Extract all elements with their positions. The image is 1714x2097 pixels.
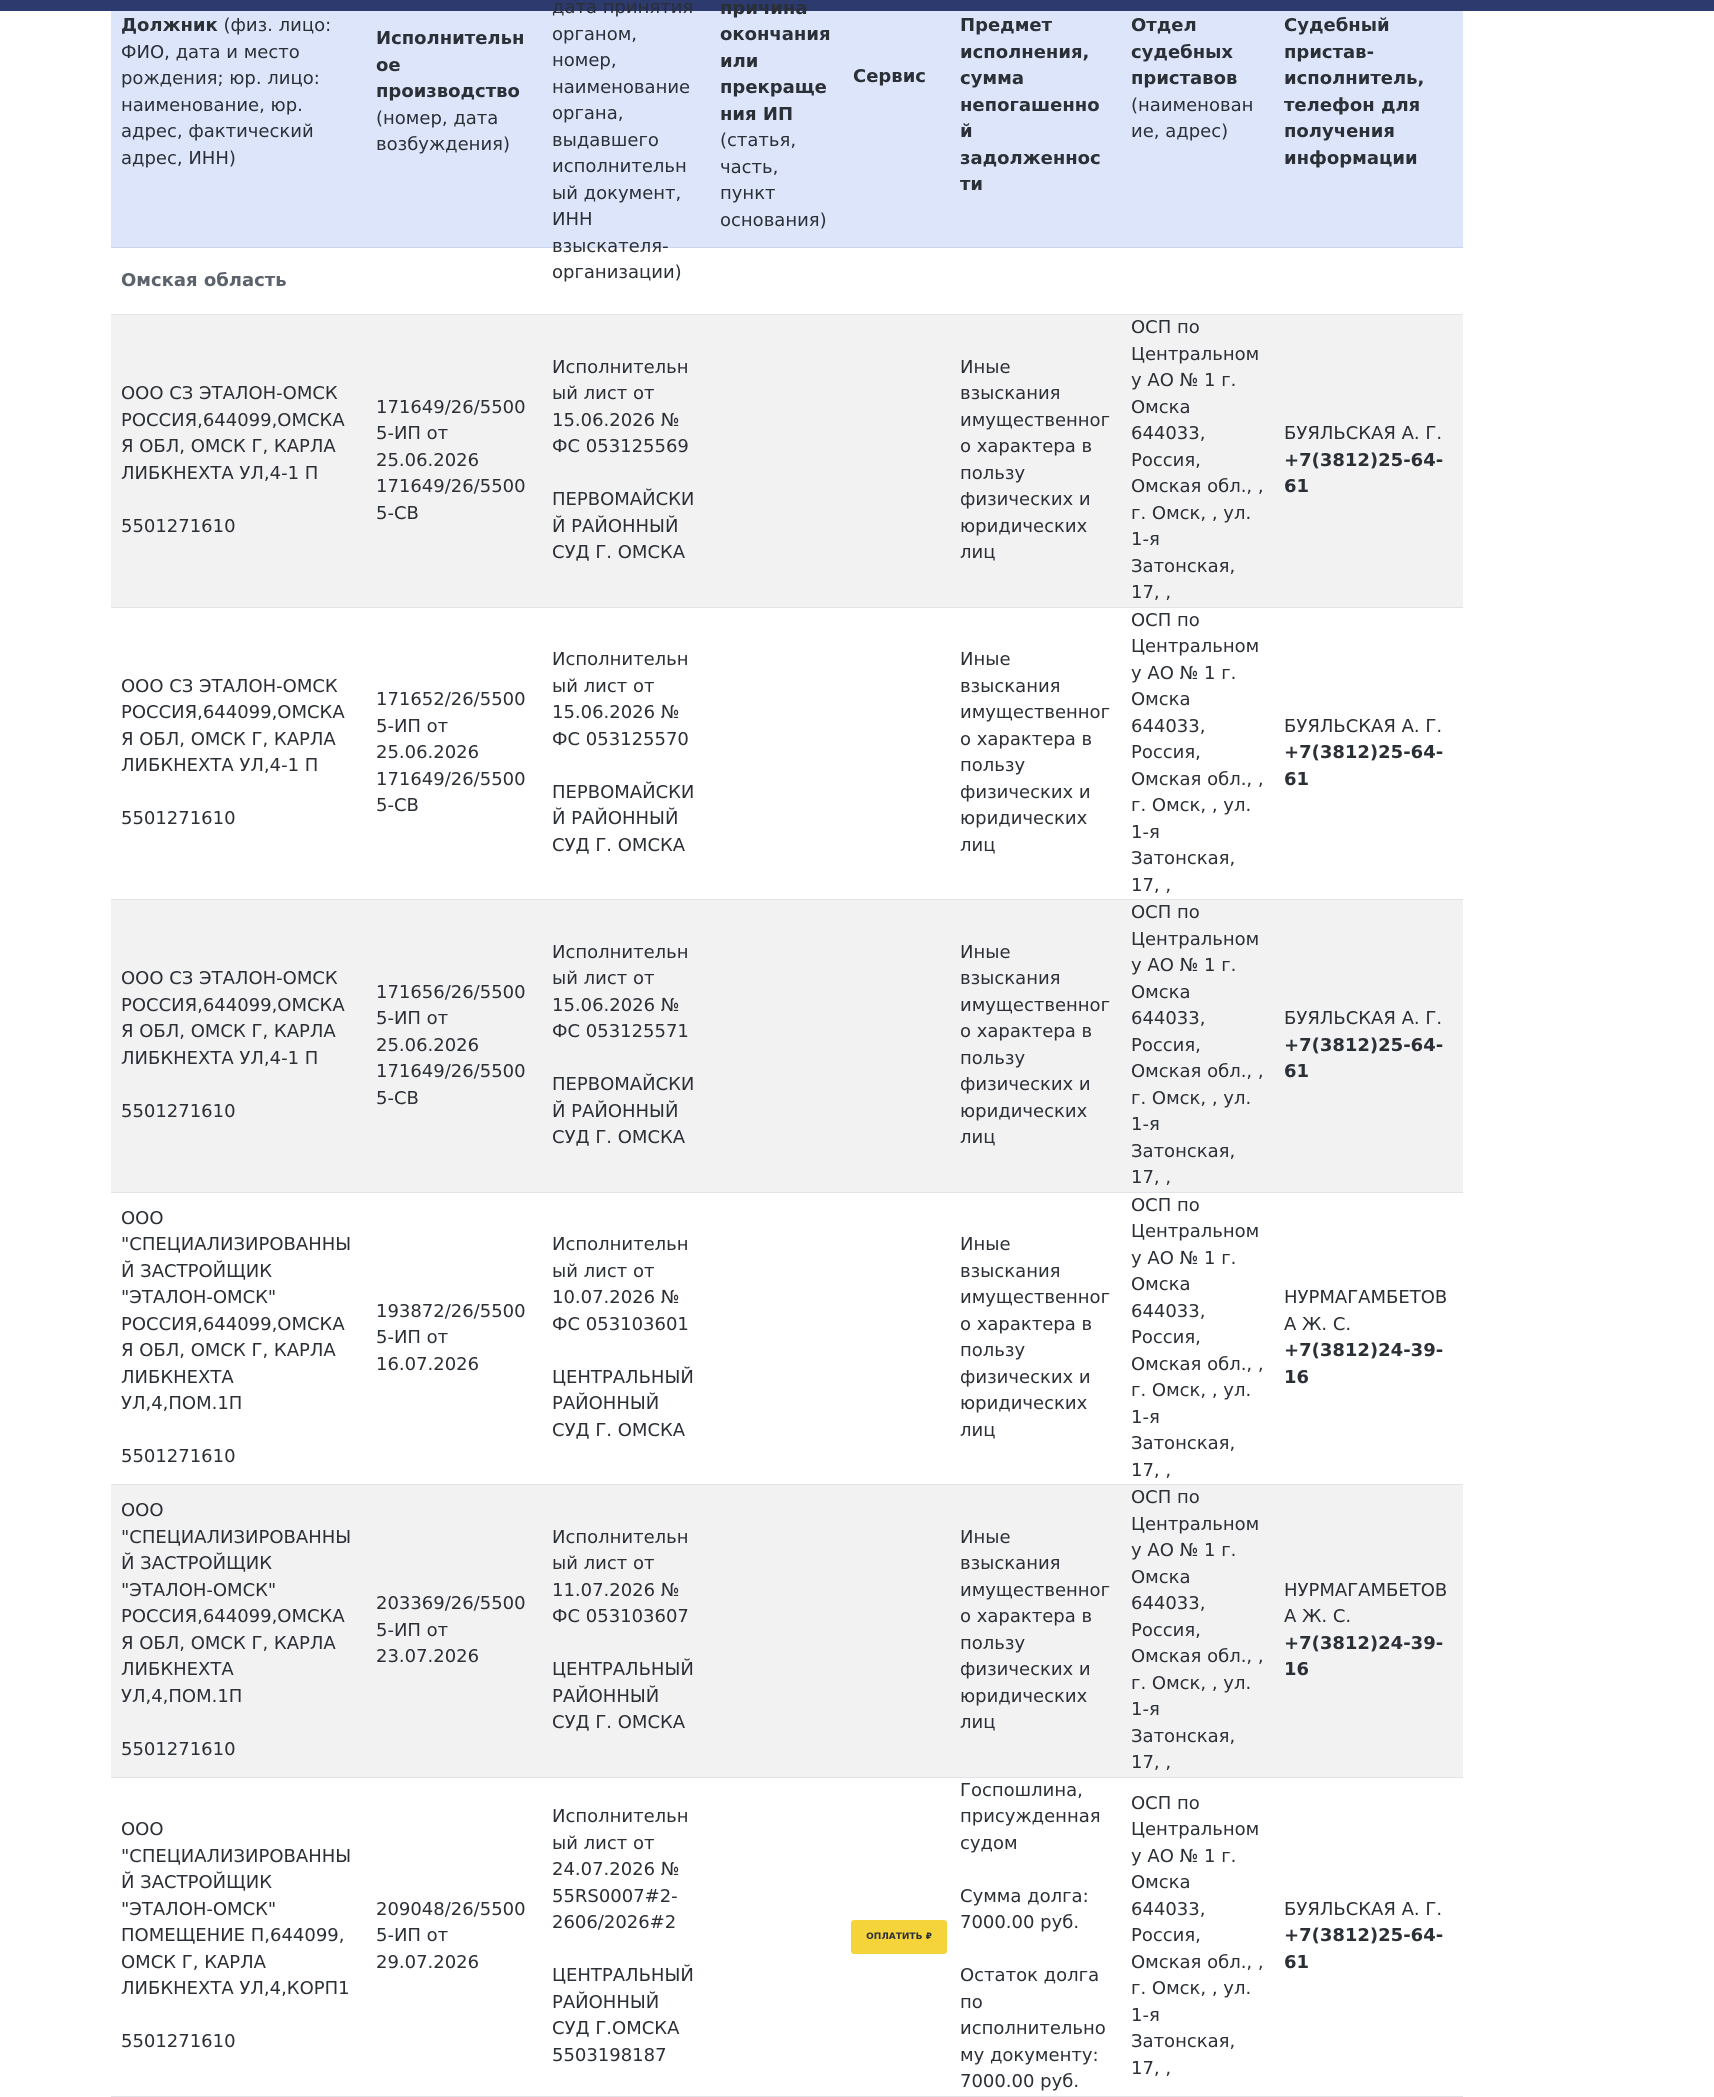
header-end-reason-note: (статья, часть, пункт основания) [720,130,827,231]
header-end-reason-title: причина окончания или прекращения ИП [720,0,831,125]
department-cell: ОСП по Центральному АО № 1 г. Омска 644033, Россия, Омская обл., , г. Омск, , ул. 1-я Затонская, 17, , [1121,1485,1274,1778]
header-department-note: (наименование, адрес) [1131,94,1254,142]
issuing-court: ЦЕНТРАЛЬНЫЙ РАЙОННЫЙ СУД Г. ОМСКА [552,1659,694,1734]
bailiff-cell [1274,607,1463,900]
bailiff-name: НУРМАГАМБЕТОВА Ж. С. [1284,1287,1448,1335]
document-cell [542,607,710,900]
debtor-cell [111,315,366,608]
document-number: Исполнительный лист от 15.06.2026 № ФС 053125570 [552,649,689,750]
header-bailiff [1274,11,1463,248]
debt-remaining: Остаток долга по исполнительному документу: 7000.00 руб. [960,1965,1106,2092]
bailiff-name: БУЯЛЬСКАЯ А. Г. [1284,1008,1443,1029]
proceeding-cell: 203369/26/55005-ИП от 23.07.2026 [366,1485,542,1778]
header-proceeding [366,11,542,248]
service-cell [843,315,950,608]
debtor-name: ООО СЗ ЭТАЛОН-ОМСК РОССИЯ,644099,ОМСКАЯ ОБЛ, ОМСК Г, КАРЛА ЛИБКНЕХТА УЛ,4-1 П [121,675,345,777]
bailiff-phone[interactable]: +7(3812)25-64-61 [1284,1034,1444,1082]
subject-text: Госпошлина, присужденная судом [960,1779,1101,1854]
document-number: Исполнительный лист от 10.07.2026 № ФС 053103601 [552,1234,689,1335]
issuing-court: ЦЕНТРАЛЬНЫЙ РАЙОННЫЙ СУД Г. ОМСКА [552,1366,694,1441]
end-reason-cell [710,607,843,900]
proceeding-cell: 171652/26/55005-ИП от 25.06.2026 171649/26/55005-СВ [366,607,542,900]
proceeding-cell: 209048/26/55005-ИП от 29.07.2026 [366,1777,542,2096]
debtor-name: ООО "СПЕЦИАЛИЗИРОВАННЫЙ ЗАСТРОЙЩИК "ЭТАЛОН-ОМСК" РОССИЯ,644099,ОМСКАЯ ОБЛ, ОМСК Г, КАРЛА ЛИБКНЕХТА УЛ,4,ПОМ.1П [121,1500,352,1707]
department-cell: ОСП по Центральному АО № 1 г. Омска 644033, Россия, Омская обл., , г. Омск, , ул. 1-я Затонская, 17, , [1121,315,1274,608]
debtor-inn: 5501271610 [121,1738,236,1760]
debtor-name: ООО "СПЕЦИАЛИЗИРОВАННЫЙ ЗАСТРОЙЩИК "ЭТАЛОН-ОМСК" РОССИЯ,644099,ОМСКАЯ ОБЛ, ОМСК Г, КАРЛА ЛИБКНЕХТА УЛ,4,ПОМ.1П [121,1207,352,1415]
subject-cell: Иные взыскания имущественного характера в пользу физических и юридических лиц [950,1192,1121,1485]
header-debtor-title: Должник [121,15,218,36]
table-row [111,607,1463,900]
subject-cell: Иные взыскания имущественного характера в пользу физических и юридических лиц [950,1485,1121,1778]
department-cell: ОСП по Центральному АО № 1 г. Омска 644033, Россия, Омская обл., , г. Омск, , ул. 1-я Затонская, 17, , [1121,900,1274,1193]
debt-sum: Сумма долга: 7000.00 руб. [960,1885,1089,1933]
table-row [111,900,1463,1193]
debtor-name: ООО "СПЕЦИАЛИЗИРОВАННЫЙ ЗАСТРОЙЩИК "ЭТАЛОН-ОМСК" ПОМЕЩЕНИЕ П,644099, ОМСК Г, КАРЛА ЛИБКНЕХТА УЛ,4,КОРП1 [121,1819,352,2000]
service-cell [843,1777,950,2096]
debtor-inn: 5501271610 [121,1446,236,1468]
debtor-cell [111,1192,366,1485]
region-name: Омская область [111,248,1463,315]
issuing-court: ПЕРВОМАЙСКИЙ РАЙОННЫЙ СУД Г. ОМСКА [552,489,695,564]
proceeding-cell: 171649/26/55005-ИП от 25.06.2026 171649/26/55005-СВ [366,315,542,608]
debtor-inn: 5501271610 [121,1100,236,1122]
subject-cell: Иные взыскания имущественного характера в пользу физических и юридических лиц [950,900,1121,1193]
table-row [111,1777,1463,2096]
bailiff-phone[interactable]: +7(3812)25-64-61 [1284,1925,1444,1973]
header-debtor-note: (физ. лицо: ФИО, дата и место рождения; юр. лицо: наименование, юр. адрес, фактический адрес, ИНН) [121,15,332,169]
document-cell [542,1485,710,1778]
debtor-inn: 5501271610 [121,808,236,830]
header-end-reason [710,0,843,248]
service-cell [843,1485,950,1778]
enforcement-proceedings-table [111,0,1463,2097]
subject-cell [950,1777,1121,2096]
bailiff-name: БУЯЛЬСКАЯ А. Г. [1284,1898,1443,1920]
header-document-note: дата принятия органом, номер, наименование органа, выдавшего исполнительный документ, ИНН взыскателя-организации) [552,0,694,283]
header-subject-title: Предмет исполнения, сумма непогашенной задолженности [960,15,1101,195]
service-cell [843,1192,950,1485]
end-reason-cell [710,1777,843,2096]
issuing-court: ПЕРВОМАЙСКИЙ РАЙОННЫЙ СУД Г. ОМСКА [552,781,695,856]
bailiff-phone[interactable]: +7(3812)25-64-61 [1284,742,1444,790]
end-reason-cell [710,1192,843,1485]
header-service-title: Сервис [853,66,926,87]
document-number: Исполнительный лист от 15.06.2026 № ФС 053125571 [552,941,689,1043]
bailiff-cell [1274,1192,1463,1485]
header-service [843,11,950,248]
debtor-cell [111,607,366,900]
document-number: Исполнительный лист от 24.07.2026 № 55RS0007#2-2606/2026#2 [552,1806,689,1933]
debtor-cell [111,1485,366,1778]
issuing-court: ПЕРВОМАЙСКИЙ РАЙОННЫЙ СУД Г. ОМСКА [552,1074,695,1149]
bailiff-cell [1274,315,1463,608]
bailiff-phone[interactable]: +7(3812)24-39-16 [1284,1340,1444,1388]
top-navigation-bar [0,0,1714,11]
debtor-name: ООО СЗ ЭТАЛОН-ОМСК РОССИЯ,644099,ОМСКАЯ ОБЛ, ОМСК Г, КАРЛА ЛИБКНЕХТА УЛ,4-1 П [121,968,345,1069]
bailiff-name: БУЯЛЬСКАЯ А. Г. [1284,715,1443,737]
subject-cell: Иные взыскания имущественного характера в пользу физических и юридических лиц [950,315,1121,608]
table-row [111,1192,1463,1485]
end-reason-cell [710,900,843,1193]
header-department-title: Отдел судебных приставов [1131,15,1238,89]
end-reason-cell [710,315,843,608]
department-cell: ОСП по Центральному АО № 1 г. Омска 644033, Россия, Омская обл., , г. Омск, , ул. 1-я Затонская, 17, , [1121,1192,1274,1485]
debtor-cell [111,900,366,1193]
header-proceeding-note: (номер, дата возбуждения) [376,107,510,155]
debtor-inn: 5501271610 [121,2031,236,2053]
header-debtor [111,11,366,248]
table-row [111,1485,1463,1778]
issuing-court: ЦЕНТРАЛЬНЫЙ РАЙОННЫЙ СУД Г.ОМСКА 5503198187 [552,1965,694,2066]
document-cell [542,900,710,1193]
header-bailiff-title: Судебный пристав-исполнитель, телефон для получения информации [1284,15,1425,169]
header-proceeding-title: Исполнительное производство [376,28,525,102]
bailiff-cell [1274,1485,1463,1778]
document-cell [542,1192,710,1485]
table-header-row [111,11,1463,248]
bailiff-cell [1274,900,1463,1193]
bailiff-cell [1274,1777,1463,2096]
bailiff-phone[interactable]: +7(3812)25-64-61 [1284,449,1444,497]
region-row [111,248,1463,315]
bailiff-phone[interactable]: +7(3812)24-39-16 [1284,1632,1444,1681]
enforcement-proceedings-table-wrapper [111,0,1463,2097]
debtor-inn: 5501271610 [121,515,236,537]
bailiff-name: НУРМАГАМБЕТОВА Ж. С. [1284,1579,1448,1628]
header-subject [950,11,1121,248]
debtor-cell [111,1777,366,2096]
department-cell: ОСП по Центральному АО № 1 г. Омска 644033, Россия, Омская обл., , г. Омск, , ул. 1-я Затонская, 17, , [1121,1777,1274,2096]
end-reason-cell [710,1485,843,1778]
document-number: Исполнительный лист от 11.07.2026 № ФС 053103607 [552,1526,689,1628]
document-cell [542,1777,710,2096]
department-cell: ОСП по Центральному АО № 1 г. Омска 644033, Россия, Омская обл., , г. Омск, , ул. 1-я Затонская, 17, , [1121,607,1274,900]
bailiff-name: БУЯЛЬСКАЯ А. Г. [1284,423,1443,444]
table-row [111,315,1463,608]
service-cell [843,900,950,1193]
service-cell [843,607,950,900]
subject-cell: Иные взыскания имущественного характера в пользу физических и юридических лиц [950,607,1121,900]
document-cell [542,315,710,608]
proceeding-cell: 193872/26/55005-ИП от 16.07.2026 [366,1192,542,1485]
pay-button[interactable]: ОПЛАТИТЬ ₽ [851,1920,947,1954]
document-number: Исполнительный лист от 15.06.2026 № ФС 053125569 [552,356,689,458]
proceeding-cell: 171656/26/55005-ИП от 25.06.2026 171649/26/55005-СВ [366,900,542,1193]
header-department [1121,11,1274,248]
debtor-name: ООО СЗ ЭТАЛОН-ОМСК РОССИЯ,644099,ОМСКАЯ ОБЛ, ОМСК Г, КАРЛА ЛИБКНЕХТА УЛ,4-1 П [121,383,345,484]
header-document [542,0,710,283]
